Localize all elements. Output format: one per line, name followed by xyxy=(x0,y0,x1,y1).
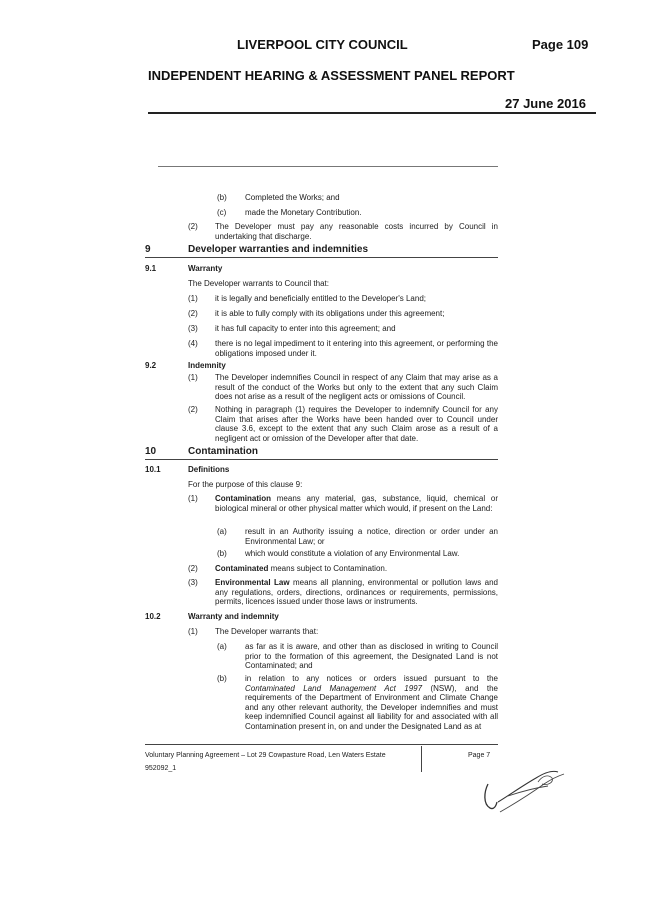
clause-text-end: (NSW), and the requirements of the Department of Environment and Climate Change and any other relevant authority, the Developer indemnifies and must keep indemnified Council against all liability for and associated with all Contamination present in, on and under the Designated Land as at xyxy=(245,683,498,731)
subsection-title: Indemnity xyxy=(188,361,226,370)
section-number: 9 xyxy=(145,244,151,255)
section-title: Developer warranties and indemnities xyxy=(188,244,369,255)
report-title: INDEPENDENT HEARING & ASSESSMENT PANEL REPORT xyxy=(148,68,515,83)
definition-contamination xyxy=(215,494,498,513)
list-number: (b) xyxy=(217,193,227,202)
clause-text: The Developer must pay any reasonable costs incurred by Council in undertaking that discharge. xyxy=(215,222,498,241)
list-number: (2) xyxy=(188,309,198,318)
document-top-rule xyxy=(158,166,498,167)
clause-text-start: in relation to any notices or orders issued pursuant to the xyxy=(245,674,498,683)
definition-text: means any material, gas, substance, liquid, chemical or biological mineral or other physical matter which would, if present on the Land: xyxy=(215,494,498,513)
section-title: Contamination xyxy=(188,446,258,457)
clause-text: The Developer indemnifies Council in respect of any Claim that may arise as a result of the conduct of the Works but only to the extent that any such Claim does not arise as a result of the negligent acts or omissions of Council. xyxy=(215,373,498,402)
clause-text: made the Monetary Contribution. xyxy=(245,208,362,217)
clause-text: it is legally and beneficially entitled to the Developer's Land; xyxy=(215,294,426,303)
subsection-number: 9.1 xyxy=(145,264,157,273)
report-date: 27 June 2016 xyxy=(505,96,586,111)
subsection-number: 10.2 xyxy=(145,612,161,621)
section-rule xyxy=(145,257,498,258)
clause-text: Nothing in paragraph (1) requires the Developer to indemnify Council for any Claim that arises after the Works have been handed over to Council under clause 3.6, except to the extent that any such Claim arose as a result of a negligent act or omission of the Developer after that date. xyxy=(215,405,498,443)
clause-text: result in an Authority issuing a notice, direction or order under an Environmental Law; or xyxy=(245,527,498,546)
clause-text: The Developer warrants that: xyxy=(215,627,319,636)
subsection-number: 10.1 xyxy=(145,465,161,474)
subsection-title: Warranty and indemnity xyxy=(188,612,279,621)
list-number: (c) xyxy=(217,208,227,217)
clause-text: as far as it is aware, and other than as disclosed in writing to Council prior to the formation of this agreement, the Designated Land is not Contaminated; and xyxy=(245,642,498,671)
list-number: (1) xyxy=(188,373,198,382)
council-name: LIVERPOOL CITY COUNCIL xyxy=(237,37,408,52)
list-number: (1) xyxy=(188,294,198,303)
clause-text: For the purpose of this clause 9: xyxy=(188,480,303,489)
list-number: (b) xyxy=(217,674,227,683)
list-number: (1) xyxy=(188,494,198,503)
section-number: 10 xyxy=(145,446,157,457)
list-number: (2) xyxy=(188,222,198,231)
clause-text: there is no legal impediment to it entering into this agreement, or performing the obligations imposed under it. xyxy=(215,339,498,358)
defined-term: Contaminated xyxy=(215,564,269,573)
footer-page-number: Page 7 xyxy=(468,752,491,759)
definition-text: means subject to Contamination. xyxy=(268,564,388,573)
definition-contaminated xyxy=(215,564,498,574)
list-number: (a) xyxy=(217,527,227,536)
list-number: (2) xyxy=(188,564,198,573)
clause-text: The Developer warrants to Council that: xyxy=(188,279,329,288)
list-number: (4) xyxy=(188,339,198,348)
defined-term: Contamination xyxy=(215,494,271,503)
footer-doc-reference: 952092_1 xyxy=(145,765,177,772)
report-page-number: Page 109 xyxy=(532,37,589,52)
definition-environmental-law xyxy=(215,578,498,607)
handwritten-initials-signature xyxy=(478,762,570,822)
footer-divider xyxy=(421,746,422,772)
header-divider xyxy=(148,112,596,114)
definition-text: means all planning, environmental or pollution laws and any regulations, orders, directions, ordinances or requirements, permissions, permits, licences issued under those laws or instruments. xyxy=(215,578,498,607)
subsection-title: Definitions xyxy=(188,465,230,474)
list-number: (3) xyxy=(188,578,198,587)
clause-text: it has full capacity to enter into this agreement; and xyxy=(215,324,396,333)
subsection-number: 9.2 xyxy=(145,361,157,370)
clause-text: it is able to fully comply with its obligations under this agreement; xyxy=(215,309,445,318)
act-name: Contaminated Land Management Act 1997 xyxy=(245,683,423,693)
section-rule xyxy=(145,459,498,460)
list-number: (a) xyxy=(217,642,227,651)
clause-text: which would constitute a violation of any Environmental Law. xyxy=(245,549,460,558)
list-number: (1) xyxy=(188,627,198,636)
footer-rule xyxy=(145,744,498,745)
list-number: (2) xyxy=(188,405,198,414)
list-number: (b) xyxy=(217,549,227,558)
clause-text xyxy=(245,674,498,732)
footer-agreement-title: Voluntary Planning Agreement – Lot 29 Cowpasture Road, Len Waters Estate xyxy=(145,752,386,759)
subsection-title: Warranty xyxy=(188,264,223,273)
list-number: (3) xyxy=(188,324,198,333)
clause-text: Completed the Works; and xyxy=(245,193,340,202)
defined-term: Environmental Law xyxy=(215,578,290,587)
